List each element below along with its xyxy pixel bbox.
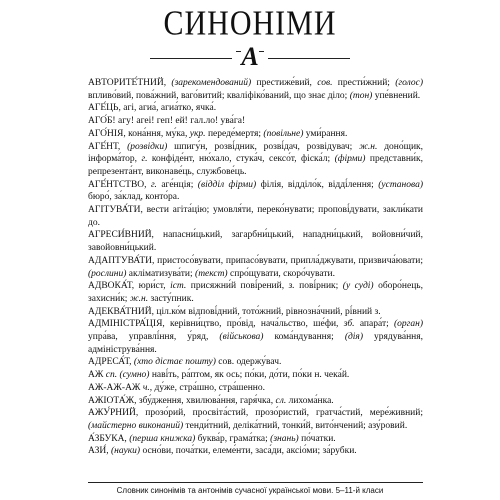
footer-text: Словник синонімів та антонімів сучасної української мови. 5–11-й класи xyxy=(116,486,384,495)
dictionary-entry xyxy=(88,382,423,395)
entry-headword: АДРЕСА́Т, xyxy=(88,357,132,368)
entry-text: вести агіта́цію; умовля́ти, переко́нувати; пропові́дувати, закли́кати до. xyxy=(88,205,423,228)
entry-note: з. xyxy=(288,281,295,292)
divider-dash-right xyxy=(259,51,264,52)
entry-text: переде́мертя; xyxy=(205,128,264,139)
entry-text: пові́рник; xyxy=(294,281,343,292)
entry-text: осно́ви, поча́тки, елеме́нти, заса́ди, аксіо́ми; за́рубки. xyxy=(140,446,357,457)
dictionary-entry xyxy=(88,204,423,229)
entry-note: сов. xyxy=(317,78,333,88)
entry-headword: АЖ-АЖ-АЖ xyxy=(88,382,141,393)
entry-text: оборо́нець, захисни́к; xyxy=(88,281,423,304)
entry-text: засту́пник. xyxy=(148,293,194,304)
entry-headword: АЖІОТА́Ж, xyxy=(88,395,137,406)
dictionary-entry xyxy=(88,433,423,446)
entry-headword: АДЕКВА́ТНИЙ, xyxy=(88,306,155,317)
entry-text: присяжни́й пові́рений, xyxy=(186,281,289,292)
entry-note: укр. xyxy=(189,128,206,139)
entry-note: (рослини) xyxy=(88,268,127,279)
entry-text: лихома́нка. xyxy=(286,395,334,406)
dictionary-entry xyxy=(88,318,423,356)
entry-note: (голос) xyxy=(395,78,423,88)
entry-text: упра́ва, управлі́ння, у́ряд, xyxy=(88,332,220,343)
dictionary-entry xyxy=(88,445,423,458)
dictionary-entry xyxy=(88,77,423,102)
entry-note: (хто дістає пошту) xyxy=(133,357,216,368)
entry-note: ч., xyxy=(142,382,153,393)
entry-headword: АГІТУВА́ТИ, xyxy=(88,205,143,216)
dictionary-entry xyxy=(88,229,423,254)
entry-text: наві́ть, ра́птом, як ось; по́ки, до́ти, по́ки н. чека́й. xyxy=(149,370,350,381)
entry-note: (розвідки) xyxy=(127,141,168,152)
entry-note: (текст) xyxy=(195,268,228,279)
entry-text: керівни́цтво, про́від, нача́льство, ше́фи, xyxy=(170,319,344,330)
entry-headword: АДВОКА́Т, xyxy=(88,281,135,292)
entry-headword: АГЕ́НТСТВО, xyxy=(88,179,147,190)
dictionary-entry xyxy=(88,369,423,382)
entry-headword: АДАПТУВА́ТИ, xyxy=(88,255,155,266)
entry-note: (військова) xyxy=(219,332,264,343)
page-title: СИНОНІМИ xyxy=(163,4,337,43)
entry-headword: А́ЗБУКА, xyxy=(88,433,127,444)
entry-text: агу! агеі! геп! ей! гал.ло! ува́га! xyxy=(117,116,246,127)
entry-text: по́чатки. xyxy=(298,433,336,444)
section-letter-divider xyxy=(150,42,350,71)
entry-text: представни́к, репрезента́нт, виконаве́ць, службове́ць. xyxy=(88,154,423,177)
entry-headword: АЖУ́РНИЙ, xyxy=(88,408,139,419)
entry-text: кома́ндування; xyxy=(263,332,345,343)
entry-text: напасни́цький, загарбни́цький, нападни́цький, войовни́чий, завойовни́цький. xyxy=(88,230,423,254)
entry-note: (установа) xyxy=(378,179,423,190)
entry-note: (перша книжка) xyxy=(129,433,196,444)
entry-text: бюро́, за́клад, конто́ра. xyxy=(88,192,180,203)
entry-text: конфіде́нт, ню́хало, стука́ч, сексо́т, фіска́л; xyxy=(147,154,335,165)
entry-headword: АЗИ́, xyxy=(88,446,109,457)
entry-note: сп. (сумно) xyxy=(105,370,150,381)
dictionary-entry xyxy=(88,179,423,204)
entry-note: (фірми) xyxy=(334,154,366,165)
entry-text: урядува́ння, адмініструва́ння. xyxy=(88,332,423,355)
dictionary-entry xyxy=(88,128,423,141)
entry-text: прозо́рий, просвіта́стий, прозо́ристий, гратча́стий, мере́живний; xyxy=(145,408,423,419)
dictionary-entry xyxy=(88,141,423,179)
entry-text: доно́щик, інформа́тор, xyxy=(88,141,424,165)
entry-text: апара́т; xyxy=(354,319,394,330)
entry-note: іст. xyxy=(170,281,187,292)
entry-headword: АГЕ́НТ, xyxy=(88,141,121,152)
dictionary-entry xyxy=(88,280,423,305)
entry-text: збу́дження, хвилюва́ння, гаря́чка, xyxy=(138,395,276,406)
entry-text: ду́же, стра́шно, стра́шенно. xyxy=(152,382,265,393)
entry-note: г. xyxy=(141,154,148,165)
entry-note: (зарекомендований) xyxy=(171,78,252,88)
entry-text: аге́нція; xyxy=(156,179,198,190)
entry-text: прести́жний; xyxy=(332,78,396,88)
dictionary-entry xyxy=(88,255,423,280)
entry-text: пристосо́вувати, припасо́вувати, припла́джувати, призвича́ювати; xyxy=(157,255,423,266)
dictionary-entry xyxy=(88,395,423,408)
entry-text: акліматизува́ти; xyxy=(126,268,196,279)
section-letter: А xyxy=(241,42,259,71)
entry-text: шпигу́н, розві́дник, розві́дач, розвідувач; xyxy=(167,141,360,152)
entry-text: тенди́тний, деліка́тний, тонки́й, вито́нчений; азу́ровий. xyxy=(183,420,408,431)
entry-note: (орган) xyxy=(394,319,423,330)
entry-text: юри́ст, xyxy=(138,281,171,292)
entry-note: (науки) xyxy=(111,446,141,457)
entry-headword: АВТОРИТЕ́ТНИЙ, xyxy=(88,78,167,88)
dictionary-entries xyxy=(88,77,423,458)
entry-text: впливо́вий, пова́жний, ваго́витий; кваліфіко́ваний, що знає діло; xyxy=(88,90,350,101)
entry-text: сов. одержу́вач. xyxy=(215,357,282,368)
entry-text: кона́ння, му́ка, xyxy=(128,128,190,139)
entry-note: (повільне) xyxy=(263,128,304,139)
entry-headword: АГЕ́ЦЬ, xyxy=(88,103,121,114)
entry-text: упе́внений. xyxy=(372,90,421,101)
entry-headword: АГРЕСИ́ВНИЙ, xyxy=(88,230,154,241)
dictionary-entry xyxy=(88,356,423,369)
entry-note: зб. xyxy=(343,319,355,330)
entry-note: (у суді) xyxy=(342,281,374,292)
entry-note: (відділ фірми) xyxy=(197,179,257,190)
entry-headword: АЖ xyxy=(88,370,104,381)
entry-headword: АГО́Б! xyxy=(88,116,116,127)
entry-text: агі, агиа́, агиа́тко, ячка́. xyxy=(123,103,217,114)
divider-rule-right xyxy=(268,58,350,59)
entry-note: ж.н. xyxy=(359,141,378,152)
entry-note: (майстерно виконаний) xyxy=(88,420,184,431)
entry-text: престиже́вий, xyxy=(251,78,318,88)
entry-note: ж.н. xyxy=(129,293,149,304)
entry-text: буква́р, грама́тка; xyxy=(195,433,271,444)
entry-note: (тон) xyxy=(349,90,373,101)
entry-headword: АДМІНІСТРА́ЦІЯ, xyxy=(88,319,165,330)
entry-text: уми́рання. xyxy=(303,128,348,139)
entry-text: ціл.ко́м відпові́дний, тото́жний, рівнозна́чний, рі́вний з. xyxy=(156,306,381,317)
entry-note: г. xyxy=(150,179,157,190)
entry-note: (знань) xyxy=(270,433,299,444)
entry-headword: АГО́НІЯ, xyxy=(88,128,126,139)
dictionary-entry xyxy=(88,115,423,128)
dictionary-entry xyxy=(88,407,423,432)
entry-text: філія, відділо́к, відді́лення; xyxy=(256,179,379,190)
entry-note: (дія) xyxy=(344,332,364,343)
dictionary-entry xyxy=(88,306,423,319)
entry-note: сл. xyxy=(275,395,287,406)
entry-text: спро́щувати, скоро́чувати. xyxy=(227,268,335,279)
footer-rule xyxy=(88,482,423,483)
dictionary-entry xyxy=(88,102,423,115)
